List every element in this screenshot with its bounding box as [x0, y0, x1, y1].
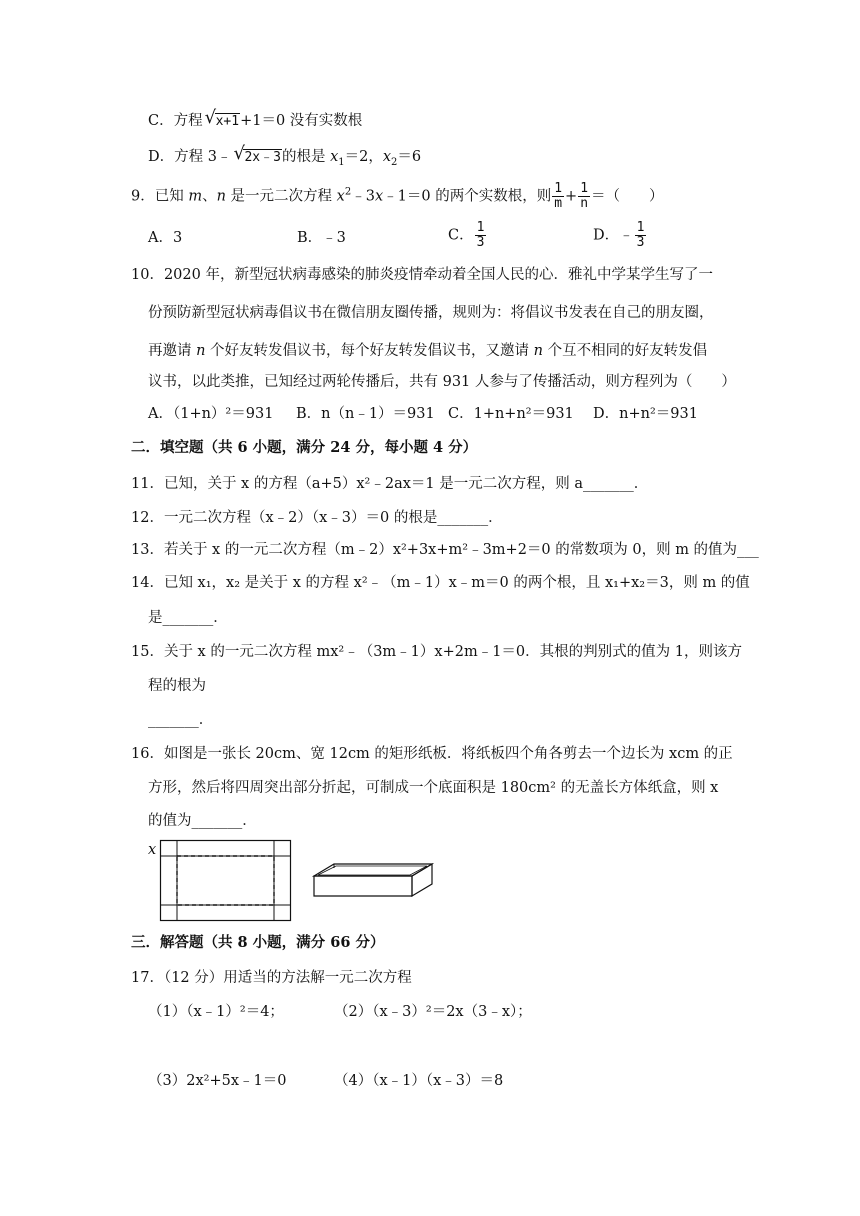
- q9-option-a: A．3: [148, 230, 183, 246]
- q8-option-d-text: ＝2，: [344, 149, 383, 165]
- figure-label-x: x: [148, 842, 157, 858]
- q9-text: ﹣1＝0 的两个实数根，则: [383, 188, 552, 205]
- q8-option-d-text: 的根是: [281, 149, 331, 165]
- q10-text: 再邀请: [148, 343, 197, 359]
- question-number: 10．: [131, 267, 164, 283]
- q8-option-c: [148, 107, 363, 132]
- q10-option-b: B．n（n﹣1）＝931: [296, 406, 435, 422]
- question-17-part-1: （1）（x﹣1）²＝4；: [148, 1004, 284, 1020]
- fraction-1-over-m: $\frac{1}{m}$: [554, 181, 563, 211]
- question-16-line-2: 方形，然后将四周突出部分折起，可制成一个底面积是 180cm² 的无盖长方体纸盒，则 x: [148, 780, 719, 796]
- q9-text: ﹣3: [351, 188, 375, 205]
- q10-option-d: D．n+n²＝931: [593, 406, 698, 422]
- q8-option-d-prefix: D．方程 3﹣: [148, 149, 232, 165]
- q10-text: 个好友转发倡议书，每个好友转发倡议书，又邀请: [205, 343, 534, 359]
- q9-var-m: m: [188, 188, 203, 205]
- q8-option-c-radicand: x+1: [215, 114, 240, 129]
- question-15-line-3: _______．: [148, 712, 214, 728]
- question-13: 13．若关于 x 的一元二次方程（m﹣2）x²+3x+m²﹣3m+2＝0 的常数项为 0，则 m 的值为___: [131, 542, 759, 558]
- open-box-diagram: [312, 862, 436, 902]
- question-15-line-2: 程的根为: [148, 678, 206, 694]
- q9-option-d-label: D．﹣: [593, 227, 634, 244]
- q8-option-d-radicand: 2x﹣3: [244, 150, 281, 165]
- q10-text: 2020 年，新型冠状病毒感染的肺炎疫情牵动着全国人民的心．雅礼中学某学生写了一: [163, 267, 713, 283]
- q9-option-d: [593, 221, 647, 250]
- question-15-line-1: 15．关于 x 的一元二次方程 mx²﹣（3m﹣1）x+2m﹣1＝0．其根的判别式的值为 1，则该方: [131, 644, 742, 660]
- question-9: 9．已知 m、n 是一元二次方程 $x^2﹣3x﹣1=0$ 的两个实数根，则 $\frac{1}{m}$ + $\frac{1}{n}$ ＝（ ）: [131, 181, 664, 211]
- fraction-1-over-n: $\frac{1}{n}$: [580, 181, 589, 211]
- question-17-part-2: （2）（x﹣3）²＝2x（3﹣x）；: [334, 1004, 532, 1020]
- question-16-line-3: 的值为_______．: [148, 813, 257, 829]
- q9-text: 是一元二次方程: [225, 188, 337, 205]
- q9-option-c: [448, 221, 487, 250]
- question-10-line-4: 议书，以此类推，已知经过两轮传播后，共有 931 人参与了传播活动，则方程列为（ ）: [148, 374, 736, 390]
- sqrt-symbol: √ x+1: [204, 107, 240, 129]
- question-10-line-2: 份预防新型冠状病毒倡议书在微信朋友圈传播，规则为：将倡议书发表在自己的朋友圈，: [148, 305, 714, 321]
- question-11: 11．已知，关于 x 的方程（a+5）x²﹣2ax＝1 是一元二次方程，则 a_______．: [131, 476, 649, 492]
- question-10-line-1: [131, 265, 713, 285]
- q9-plus: +: [565, 188, 578, 205]
- section-2-heading: 二．填空题（共 6 小题，满分 24 分，每小题 4 分）: [131, 439, 478, 456]
- q9-option-b: B．﹣3: [297, 230, 346, 246]
- q8-option-d-text: ＝6: [397, 149, 422, 165]
- question-12: 12．一元二次方程（x﹣2）（x﹣3）＝0 的根是_______．: [131, 510, 503, 526]
- question-10-line-3: 再邀请 n 个好友转发倡议书，每个好友转发倡议书，又邀请 n 个互不相同的好友转发倡: [148, 343, 708, 359]
- section-3-heading: 三．解答题（共 8 小题，满分 66 分）: [131, 934, 385, 951]
- question-17-part-4: （4）（x﹣1）（x﹣3）＝8: [334, 1073, 504, 1089]
- q10-text: 个互不相同的好友转发倡: [543, 343, 708, 359]
- q9-text: 已知: [154, 188, 189, 205]
- question-17: 17．（12 分）用适当的方法解一元二次方程: [131, 970, 412, 986]
- question-17-part-3: （3）2x²+5x﹣1＝0: [148, 1073, 287, 1089]
- q10-option-a: A．（1+n）²＝931: [148, 406, 274, 422]
- question-16-line-1: 16．如图是一张长 20cm、宽 12cm 的矩形纸板．将纸板四个角各剪去一个边长为 xcm 的正: [131, 746, 733, 762]
- q8-option-c-suffix: +1＝0 没有实数根: [240, 113, 363, 129]
- q9-var-n: n: [216, 188, 226, 205]
- fraction-1-over-3: $\frac{1}{3}$: [476, 220, 485, 250]
- sqrt-symbol: √ 2x﹣3: [233, 143, 281, 165]
- fraction-1-over-3: $\frac{1}{3}$: [636, 220, 645, 250]
- q9-text: 、: [202, 188, 217, 205]
- cardboard-diagram: [160, 840, 292, 922]
- q8-option-d: D．方程 3﹣ √ 2x﹣3的根是 $x_1=2$，$x_2=6$: [148, 143, 422, 168]
- question-number: 9．: [131, 188, 155, 205]
- question-14-line-1: 14．已知 x₁，x₂ 是关于 x 的方程 x²﹣（m﹣1）x﹣m＝0 的两个根，且 x₁+x₂＝3，则 m 的值: [131, 575, 750, 591]
- q10-option-c: C．1+n+n²＝931: [448, 406, 574, 422]
- question-14-line-2: 是_______．: [148, 610, 228, 626]
- q8-option-c-prefix: C．方程: [148, 113, 203, 129]
- q9-option-c-label: C．: [448, 227, 474, 244]
- q9-tail: ＝（ ）: [591, 188, 664, 205]
